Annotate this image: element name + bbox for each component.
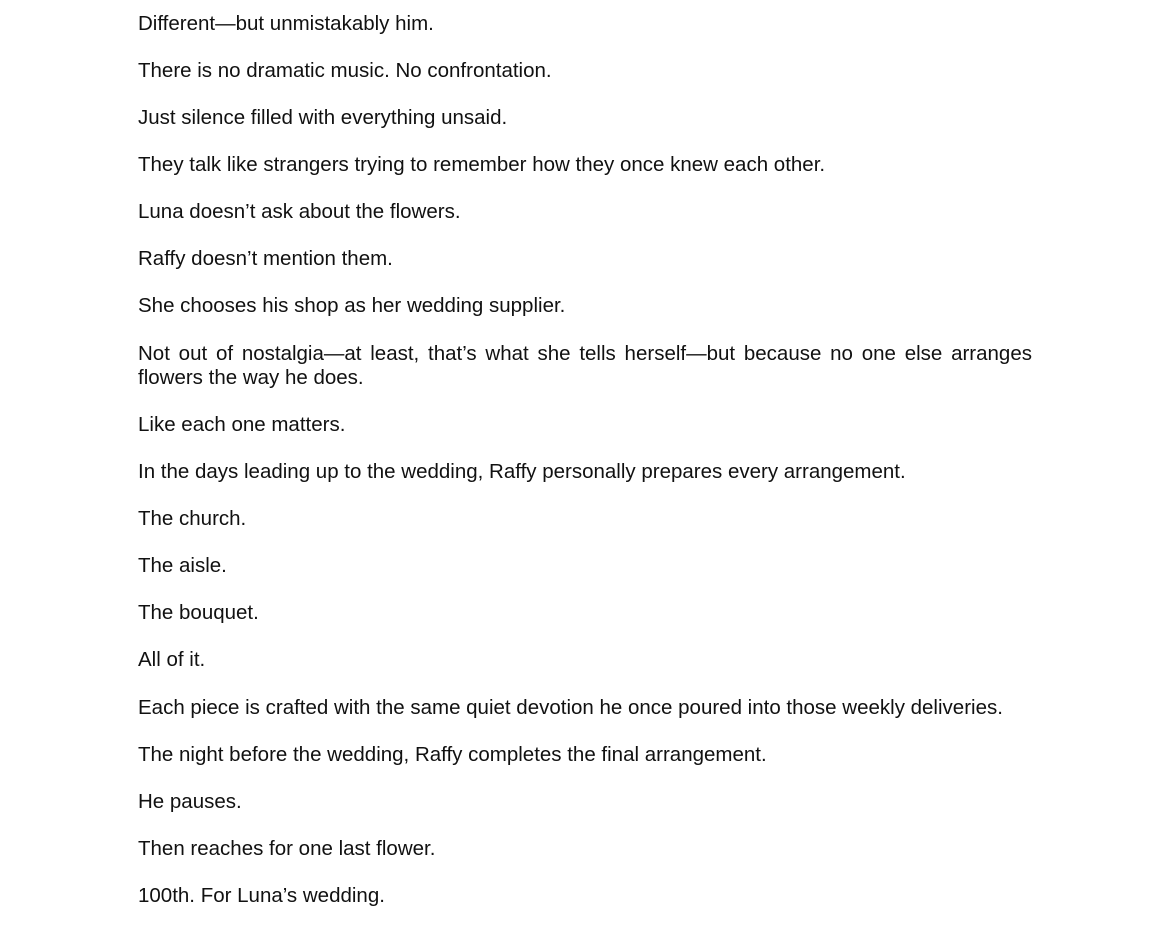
paragraph: The night before the wedding, Raffy completes the final arrangement.	[138, 743, 767, 766]
paragraph: 100th. For Luna’s wedding.	[138, 884, 385, 907]
paragraph: The church.	[138, 507, 247, 530]
paragraph: Different—but unmistakably him.	[138, 12, 434, 35]
paragraph: Like each one matters.	[138, 413, 346, 436]
paragraph: Each piece is crafted with the same quiet devotion he once poured into those weekly deliveries.	[138, 696, 1003, 719]
paragraph: He pauses.	[138, 790, 242, 813]
paragraph: In the days leading up to the wedding, Raffy personally prepares every arrangement.	[138, 460, 906, 483]
paragraph: Raffy doesn’t mention them.	[138, 247, 393, 270]
paragraph: She chooses his shop as her wedding supplier.	[138, 294, 566, 317]
paragraph: All of it.	[138, 648, 206, 671]
paragraph: Not out of nostalgia—at least, that’s what she tells herself—but because no one else arranges flowers the way he does.	[138, 342, 1032, 389]
paragraph: Just silence filled with everything unsaid.	[138, 106, 508, 129]
paragraph: The aisle.	[138, 554, 227, 577]
paragraph: There is no dramatic music. No confrontation.	[138, 59, 552, 82]
paragraph: Then reaches for one last flower.	[138, 837, 436, 860]
paragraph: The bouquet.	[138, 601, 259, 624]
paragraph: They talk like strangers trying to remember how they once knew each other.	[138, 153, 826, 176]
paragraph: Luna doesn’t ask about the flowers.	[138, 200, 461, 223]
